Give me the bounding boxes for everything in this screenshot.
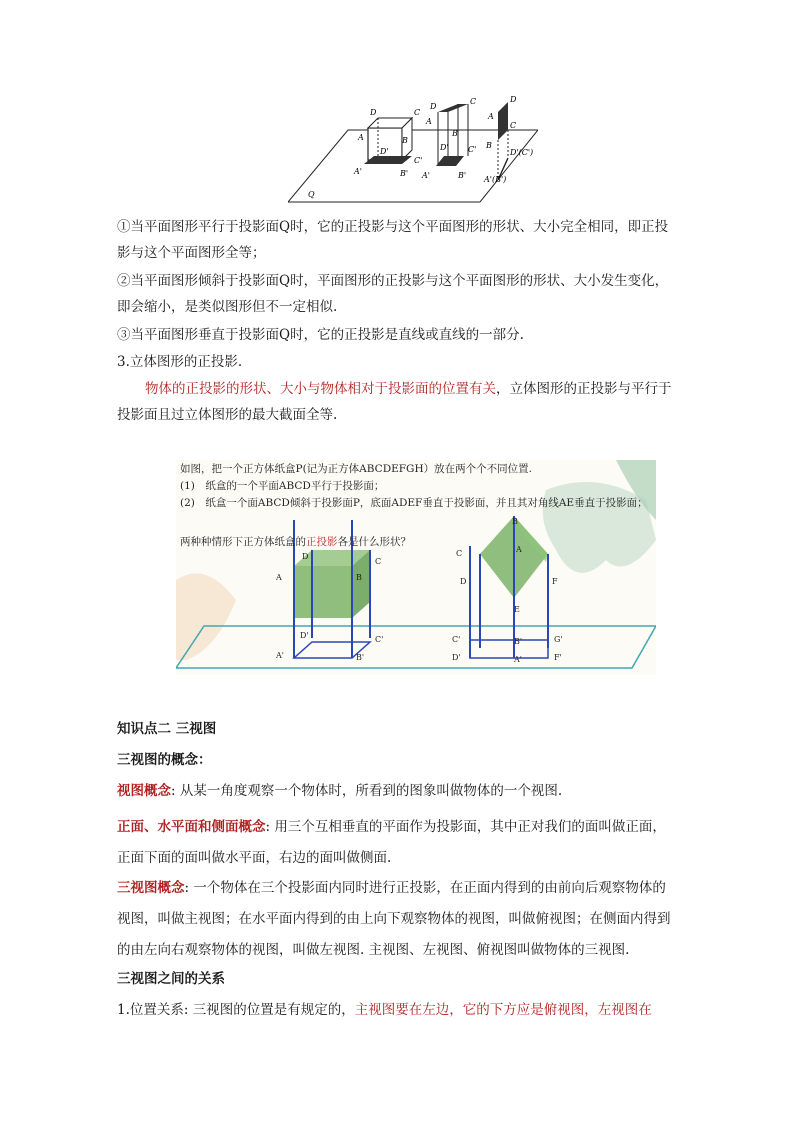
svg-text:C: C [510,121,517,130]
svg-text:B': B' [356,653,365,662]
svg-text:A'(B'): A'(B') [484,175,507,184]
definition-view: 视图概念: 从某一角度观察一个物体时，所看到的图象叫做物体的一个视图. [117,783,563,799]
section-heading: 知识点二 三视图 [117,721,217,737]
highlight-position-relation: 物体的正投影的形状、大小与物体相对于投影面的位置有关 [145,381,496,397]
svg-text:D: D [430,102,437,111]
paragraph-solid-projection-rest: ，立体图形的正投影与平行于投影面且过立体图形的最大截面全等. [117,381,672,423]
svg-text:C': C' [414,156,423,165]
svg-text:A: A [488,112,494,121]
svg-text:A: A [516,545,522,554]
subheading-concept: 三视图的概念： [117,752,212,768]
svg-text:B': B' [458,171,467,180]
svg-text:B: B [452,129,458,138]
paragraph-parallel: ①当平面图形平行于投影面Q时，它的正投影与这个平面图形的形状、大小完全相同，即正投影与这个平面图形全等； [117,219,669,261]
svg-text:C': C' [468,145,477,154]
svg-text:D'(C'): D'(C') [510,148,534,157]
relation-position: 1.位置关系: 三视图的位置是有规定的，主视图要在左边，它的下方应是俯视图，左视图在 [117,1002,652,1018]
svg-text:B: B [486,141,492,150]
paragraph-solid-projection-title: 3.立体图形的正投影. [117,354,243,370]
figure2-line-2: (1) 纸盒的一个平面ABCD平行于投影面； [180,480,385,492]
svg-text:D: D [370,108,377,117]
definition-planes: 正面、水平面和侧面概念: 用三个互相垂直的平面作为投影面，其中正对我们的面叫做正面，正面下面的面叫做水平面，右边的面叫做侧面. [117,819,666,866]
svg-text:D': D' [300,631,309,640]
figure2-highlight: 正投影 [306,536,338,548]
svg-text:D: D [460,577,467,586]
svg-text:F: F [552,577,558,586]
plane-q [288,130,538,202]
svg-text:A': A' [354,167,362,176]
svg-text:A: A [426,117,432,126]
term-planes: 正面、水平面和侧面概念 [117,819,266,835]
svg-text:A': A' [514,655,522,664]
svg-text:C: C [456,549,463,558]
figure2-line-4: 两种种情形下正方体纸盒的正投影各是什么形状？ [180,536,411,548]
plane-q-label: Q [308,190,315,199]
svg-text:B: B [512,517,518,526]
paragraph-perpendicular: ③当平面图形垂直于投影面Q时，它的正投影是直线或直线的一部分. [117,327,524,343]
paragraph-solid-projection [117,376,677,428]
svg-text:A: A [358,133,364,142]
svg-text:B: B [356,573,362,582]
svg-text:A': A' [422,171,430,180]
svg-text:A': A' [276,651,284,660]
svg-text:D: D [302,552,309,561]
svg-text:D: D [510,95,517,104]
svg-text:D': D' [380,147,389,156]
subheading-relations: 三视图之间的关系 [117,971,225,987]
highlight-view-positions: 主视图要在左边，它的下方应是俯视图，左视图在 [354,1002,652,1018]
svg-text:C: C [375,557,382,566]
svg-text:B: B [402,136,408,145]
definition-three-views: 三视图概念: 一个物体在三个投影面内同时进行正投影，在正面内得到的由前向后观察物体的视图，叫做主视图；在水平面内得到的由上向下观察物体的视图，叫做俯视图；在侧面内得到的由左向右观察物体的视图，叫做左视图. 主视图、左视图、俯视图叫做物体的三视图. [117,880,671,958]
projection-figure-plane-q [288,94,538,204]
svg-text:A: A [276,573,282,582]
svg-text:F': F' [554,653,562,662]
svg-text:G': G' [554,635,563,644]
svg-text:E: E [514,605,520,614]
figure2-line-3: (2) 纸盒一个面ABCD倾斜于投影面P，底面ADEF垂直于投影面，并且其对角线AE垂直于投影面； [180,497,648,509]
term-three-views: 三视图概念 [117,880,185,896]
svg-text:B': B' [400,169,409,178]
svg-text:C: C [414,108,421,117]
term-view: 视图概念 [117,783,171,799]
svg-text:D': D' [440,143,449,152]
svg-text:C': C' [375,635,384,644]
projection-plane [176,626,656,668]
cube-projection-figure [176,460,656,675]
svg-text:B': B' [514,637,523,646]
svg-text:D': D' [452,653,461,662]
paragraph-inclined: ②当平面图形倾斜于投影面Q时，平面图形的正投影与这个平面图形的形状、大小发生变化，即会缩小，是类似图形但不一定相似. [117,273,669,315]
figure2-line-1: 如图，把一个正方体纸盒P(记为正方体ABCDEFGH）放在两个个不同位置. [180,463,532,475]
svg-text:C': C' [452,635,461,644]
svg-text:C: C [470,97,477,106]
